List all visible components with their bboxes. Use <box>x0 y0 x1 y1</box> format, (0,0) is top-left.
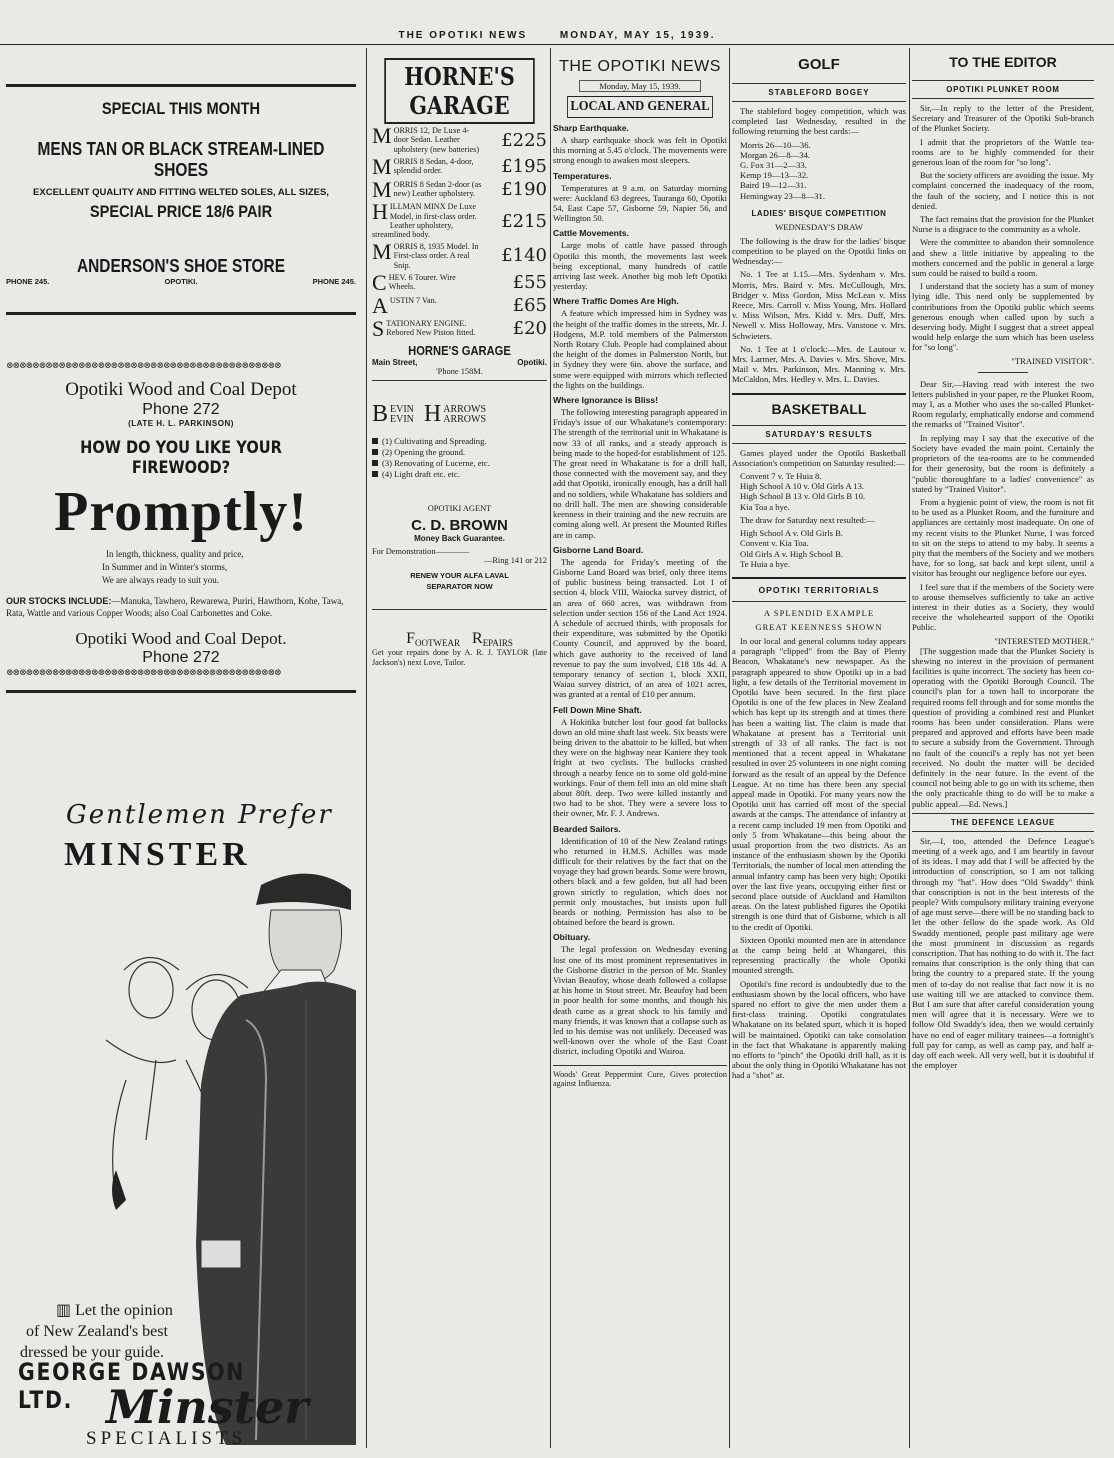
news-item-heading: Sharp Earthquake. <box>553 123 629 133</box>
feature-item: (3) Renovating of Lucerne, etc. <box>372 458 547 469</box>
car-description: MORRIS 8 Sedan, 4-door, splendid order. <box>372 153 474 179</box>
opinion-line: ▥ Let the opinion <box>56 1302 173 1319</box>
signature-1: "TRAINED VISITOR". <box>1011 355 1094 366</box>
news-item-heading: Obituary. <box>553 932 591 943</box>
wood-ad-how: HOW DO YOU LIKE YOUR FIREWOOD? <box>80 438 282 478</box>
list-item: Baird 19—12—31. <box>740 180 807 191</box>
editor-sub: OPOTIKI PLUNKET ROOM <box>946 85 1060 94</box>
shoe-ad-price: SPECIAL PRICE 18/6 PAIR <box>89 202 273 221</box>
car-listing <box>372 292 547 318</box>
news-item-heading: Fell Down Mine Shaft. <box>553 704 642 715</box>
golf-intro: The stableford bogey competition, which was completed last Wednesday, resulted in the following returning the best cards:— <box>732 106 906 137</box>
defence-heading: THE DEFENCE LEAGUE <box>950 817 1056 827</box>
wood-ad-stocks-label: OUR STOCKS INCLUDE: <box>6 596 112 606</box>
territorials-p1: In our local and general columns today appears a paragraph "clipped" from the Bay of Plenty Beacon, Whakatane's new newspaper. As the paragraph appeared to show Opotiki up in a bad light, a few details of the Territorial movement in Opotiki have been secured. In the first place Opotiki is one of the few places in New Zealand which has kept up its strength and at times there has been a waiting list. The claim is made that Whakatane at present has a Territorial unit strength of 33 of all ranks. The fact is not mentioned that a recent appeal in Whakatane resulted in over 25 volunteers in one night coming forward as the result of an appeal by the Defence League. At no time has there been any special appeal made in Opotiki. For many years now the Opotiki unit has carried off most of the special awards at the camps. The attendance of infantry at a recent camp included 19 men from Opotiki and only 5 from Whakatane—this being about the usual proportion from the two districts. As an instance of the enthusiasm shown by the Opotiki Territorials, the number of local men attending the annual infantry camp has been very high; Opotiki over the last five years, occupying either first or second place outside of Auckland and Hamilton areas. On the latest published figures the Opotiki strength is one third that of Gisborne, which is all to the credit of Opotiki. <box>732 635 906 932</box>
car-listing <box>372 153 547 179</box>
list-item: High School A 10 v. Old Girls A 13. <box>740 481 865 492</box>
car-listing <box>372 123 547 154</box>
news-column <box>553 48 727 1458</box>
news-item-text: A sharp earthquake shock was felt in Opotiki this morning at 5.45 o'clock. The movements were strong enough to awaken most sleepers. <box>553 135 727 166</box>
opinion-line: of New Zealand's best <box>26 1323 168 1340</box>
draw-text-1: The following is the draw for the ladies' bisque competition to be played on the Opotiki links on Wednesday:— <box>732 235 906 267</box>
letter-para: Dear Sir,—Having read with interest the two letters published in your paper, re the Plunket Room, may I, as a Mother who uses the so-called Plunket-Room regularly, emphatically endorse and commend the remarks of "Trained Visitor". <box>912 378 1094 430</box>
wood-ad-phone-2: Phone 272 <box>142 649 220 666</box>
horne-address <box>372 358 547 367</box>
minster-ad-gent: Gentlemen Prefer <box>66 800 333 830</box>
basketball-intro: Games played under the Opotiki Basketball Association's competition on Saturday resulted:— <box>732 447 906 468</box>
list-item: Kemp 19—13—32. <box>740 170 809 181</box>
editor-column <box>912 48 1094 1458</box>
territorials-p3: Opotiki's fine record is undoubtedly due to the enthusiasm shown by the local officers, who have spared no effort to give the men under them a first-class training. Opotiki congratulates Whakatane on its belated spurt, which it is hoped will be maintained. Opotiki can take consolation in the fact that Whakatane is apparently making no efforts to "pinch" the Opotiki drill hall, as it is about the only thing in Opotiki Whakatane has not had a "shot" at. <box>732 978 906 1081</box>
shoe-ad-shoes: SHOES <box>153 160 209 180</box>
bullet-square-icon <box>372 438 378 444</box>
list-item: Old Girls A v. High School B. <box>740 548 844 559</box>
list-item: Morris 26—10—36. <box>740 139 811 150</box>
basketball-draw <box>740 528 906 569</box>
bullet-square-icon <box>372 471 378 477</box>
minster-ad <box>6 760 356 1450</box>
shoe-ad-quality: EXCELLENT QUALITY AND FITTING WELTED SOLES, ALL SIZES, <box>33 187 329 198</box>
car-price: £140 <box>501 245 547 267</box>
car-listing <box>372 238 547 270</box>
feature-item: (1) Cultivating and Spreading. <box>372 436 547 447</box>
agent-label: OPOTIKI AGENT <box>427 504 492 514</box>
car-price: £195 <box>501 156 547 178</box>
territorials-h2: GREAT KEENNESS SHOWN <box>755 621 883 632</box>
minster-ad-opinion <box>20 1300 173 1363</box>
bevin-features <box>372 436 547 480</box>
peppermint-ad: Woods' Great Peppermint Cure, Gives protection against Influenza. <box>553 1069 727 1089</box>
masthead <box>0 30 1114 45</box>
list-item: High School B 13 v. Old Girls B 10. <box>740 491 866 502</box>
basketball-next: The draw for Saturday next resulted:— <box>740 514 875 525</box>
wood-ad-stocks-text: —Manuka, Tawhero, Rewarewa, Puriri, Hawthorn, Kohe, Tawa, Rata, Wattle and various Copper Woods; also Coal Carbonettes and Coke. <box>6 596 344 618</box>
shoe-ad-special: SPECIAL THIS MONTH <box>101 99 261 118</box>
minster-ad-script-logo: Minster <box>106 1380 309 1434</box>
letter-para: I admit that the proprietors of the Wattle tea-rooms are to be highly commended for their generous loan of the room for "so long". <box>912 136 1094 168</box>
car-listing <box>372 269 547 295</box>
wood-ad-late: (LATE H. L. PARKINSON) <box>128 419 234 428</box>
building-icon: ▥ <box>56 1302 76 1319</box>
letter-para: But the society officers are avoiding the issue. My complaint concerned the inadequacy of the room, the fault of the society, and I notice this is not denied. <box>912 170 1094 211</box>
wood-ad-verse-line: In length, thickness, quality and price, <box>106 549 244 559</box>
editor-title: TO THE EDITOR <box>949 54 1057 70</box>
masthead-date: MONDAY, MAY 15, 1939. <box>559 30 716 41</box>
bullet-square-icon <box>372 460 378 466</box>
car-listing <box>372 176 547 202</box>
wood-ad-stocks <box>6 595 356 619</box>
car-list <box>372 123 547 341</box>
basketball-title: BASKETBALL <box>771 400 867 417</box>
car-price: £215 <box>501 210 547 232</box>
news-item-text: The legal profession on Wednesday evening lost one of its most prominent representatives in the Gisborne district in the person of Mr. Stanley Vivian Beaufoy, whose death followed a collapse at his home in Stout street. Mr. Beaufoy had been in poor health for some months, and though his death came as a great shock to his family and many friends, it was known that a collapse such as led to his demise was not unlikely. Deceased was well-known over the whole of the East Coast district, including Opotiki and Wairoa. <box>553 944 727 1057</box>
agent-name: C. D. BROWN <box>411 517 508 535</box>
news-item-text: A feature which impressed him in Sydney was the height of the traffic domes in the streets, Mr. J. Hodgens, M.P. told members of the Palmerston North Rotary Club. People had complained about the height of the domes in Palmerston North, but in Sydney they were 6in. above the surface, and some were equipped with mirrors which reflected the lights on the buildings. <box>553 308 727 390</box>
news-date: Monday, May 15, 1939. <box>579 80 701 92</box>
draw-text-2: No. 1 Tee at 1.15.—Mrs. Sydenham v. Mrs. Morris, Mrs. Baird v. Mrs. McCullough, Mrs. Bridger v. Miss Gordon, Miss McLean v. Miss Reece, Mrs. Carroll v. Miss Young, Mrs. Hollard v. Miss Wilson, Mrs. Kidd v. Mrs. Duff, Mrs. Newell v. Miss Holloway, Mrs. Vanstone v. Mrs. Schwieters. <box>732 269 906 341</box>
list-item: High School A v. Old Girls B. <box>740 528 844 539</box>
draw-text-3: No. 1 Tee at 1 o'clock:—Mrs. de Lautour v. Mrs. Larmer, Mrs. A. Davies v. Mrs. Shove, Mrs. Mail v. Mrs. Parkinson, Mrs. Manning v. Mrs. McCaldon, Mrs. Hedley v. Mrs. L. Davies. <box>732 343 906 385</box>
letter-para: The fact remains that the provision for the Plunket Nurse is a disgrace to the community as a whole. <box>912 214 1094 235</box>
renew: RENEW YOUR ALFA LAVAL <box>410 571 509 581</box>
golf-scores <box>740 140 906 201</box>
news-item-heading: Bearded Sailors. <box>553 823 621 834</box>
wood-ad-verse-line: In Summer and in Winter's storms, <box>102 562 228 572</box>
guarantee: Money Back Guarantee. <box>414 534 505 544</box>
wood-coal-ad <box>6 316 356 697</box>
minster-ad-company: GEORGE DAWSON LTD. <box>18 1358 246 1414</box>
wood-ad-phone: Phone 272 <box>142 401 220 418</box>
news-items <box>553 123 727 1057</box>
horne-title: HORNE'S GARAGE <box>384 58 535 124</box>
territorials-p2: Sixteen Opotiki mounted men are in attendance at the camp being held at Whangarei, this representing practically the whole Opotiki mounted strength. <box>732 934 906 976</box>
ring: —Ring 141 or 212 <box>483 556 547 566</box>
letter-para: I understand that the society has a sum of money lying idle. This need only be supplemented by contributions from the Opotiki public which seems generous enough when called upon by such a deserving body. Might I suggest that a street appeal would help enlarge the sum which has been useless for "so long". <box>912 281 1094 353</box>
news-title: THE OPOTIKI NEWS <box>559 58 721 75</box>
wood-ad-promptly: Promptly! <box>54 481 308 543</box>
list-item: Convent v. Kia Toa. <box>740 538 809 549</box>
letter-para: Sir,—I, too, attended the Defence League's meeting of a week ago, and I am heartily in favour of its ideas. I may add that I will be affected by the introduction of conscription, so I am not talking through my "hat". How does "Old Swaddy" think that conscription is not in the best interests of the people? With compulsory military training everyone of age must serve—there will be no standing back to let the other fellow do the spade work. As Old Swaddy mentioned, people past military age were the most prominent in discussion as regards conscription. That has nothing to do with it. The fact remains that conscription is the only thing that can bring the country to a prepared state. If the young men of to-day do not realise that fact now it is no use waiting till we are attacked to convince them. But I am sure that after careful consideration young men will agree that it is necessary. Were we to follow Old Swaddy's idea, then we would certainly have no end of eager military trainees—a fortnight's full pay for camp, as well as camp pay, and half a-day off each week. All very well, but it is doubtful if the employer <box>912 835 1094 1071</box>
footwear-text: Get your repairs done by A. R. J. TAYLOR (late Jackson's) next Love, Tailor. <box>372 648 547 667</box>
local-general-heading: LOCAL AND GENERAL <box>567 96 713 118</box>
car-listing <box>372 315 547 341</box>
car-description: MORRIS 12, De Luxe 4-door Sedan. Leather upholstery (new batteries) <box>372 123 480 154</box>
basketball-results <box>740 471 906 512</box>
ornament-border: ⊗⊗⊗⊗⊗⊗⊗⊗⊗⊗⊗⊗⊗⊗⊗⊗⊗⊗⊗⊗⊗⊗⊗⊗⊗⊗⊗⊗⊗⊗⊗⊗⊗⊗⊗⊗⊗⊗⊗⊗⊗⊗ <box>6 360 281 370</box>
list-item: Hemingway 23—8—31. <box>740 190 825 201</box>
glove-icon <box>112 1170 126 1210</box>
news-item-text: The agenda for Friday's meeting of the Gisborne Land Board was brief, only three items of public business being transacted. Lot 1 of section 4, block VIII, Waiocka survey district, of an area of 660 acres, was withdrawn from selection under section 156 of the Land Act 1924. A schedule of accrued thirds, with proposals for their expenditure, was submitted by the Opotiki County Council, and approved by the board, which gave authority to the received of land revenue to pay the sum involved, £18 18s 4d. A temporary tenancy of section 1, block XXII, Waiau survey district, of an area of 1021 acres, was granted at a rental of £10 per annum. <box>553 556 727 700</box>
editor-note: [The suggestion made that the Plunket Society is shewing no interest in the provision of permanent facilities is quite incorrect. The society has been co-operating with the Opotiki Borough Council. The council's plan for a town hall to incorporate the required rooms fell through and for some months the question of providing a combined rest and Plunket rooms has been under consideration. Plans were prepared and approved and efforts have been made to secure a subsidy from the Government. Through no fault of the council's a reply has not yet been received. No doubt the matter will be decided definitely in the near future. In the event of the council not being able to go on with its scheme, then the only practicable thing to do will be to make a public appeal.—Ed. News.] <box>912 645 1094 809</box>
golf-title: GOLF <box>798 56 840 73</box>
car-description: MORRIS 8, 1935 Model. In First-class order. A real Snip. <box>372 238 479 270</box>
ornament-border: ⊗⊗⊗⊗⊗⊗⊗⊗⊗⊗⊗⊗⊗⊗⊗⊗⊗⊗⊗⊗⊗⊗⊗⊗⊗⊗⊗⊗⊗⊗⊗⊗⊗⊗⊗⊗⊗⊗⊗⊗⊗⊗ <box>6 667 281 677</box>
list-item: Convent 7 v. Te Huia 8. <box>740 471 822 482</box>
list-item: G. Fox 31—2—33. <box>740 160 807 171</box>
draw-heading: WEDNESDAY'S DRAW <box>775 221 863 232</box>
car-price: £190 <box>501 179 547 201</box>
car-listing <box>372 199 547 240</box>
news-item-text: Large mobs of cattle have passed through Opotiki this month, the movements last week being exceptional, many hundreds of cattle arriving last week. Another big mob left Opotiki yesterday. <box>553 240 727 292</box>
car-description: HILLMAN MINX De Luxe Model, in first-class order. Leather upholstery, streamlined body. <box>372 199 477 240</box>
list-item: Morgan 26—8—34. <box>740 149 811 160</box>
news-item-text: Identification of 10 of the New Zealand ratings who returned in H.M.S. Achilles was made difficult for their relatives by the fact that on the voyage they had grown beards. Some were brown, others black and a few golden, but all had been grown strictly to regulation, which does not permit only moustaches, but insists upon full beards or nothing. Permission has also to be obtained before the beard is grown. <box>553 835 727 928</box>
column-rule <box>729 48 730 1448</box>
footwear-repairs-title: F OOTWEAR R EPAIRS <box>406 630 513 649</box>
news-item-text: A Hokitika butcher lost four good fat bullocks down an old mine shaft last week. Six beasts were being driven to the abattoir to be killed, but when they were on the highway near Kaniere they took fright at two cyclists. The bullocks crashed through a nearby fence on to some old gold-mine workings. Four of them fell into an old mine shaft about 80ft. deep. Two were killed instantly and two had to be shot. They were a severe loss to their owner, Mr. F. J. Andrews. <box>553 716 727 819</box>
minster-ad-specialists: SPECIALISTS <box>86 1428 247 1449</box>
shoe-ad-mens: MENS TAN OR BLACK STREAM-LINED <box>37 139 325 159</box>
wood-ad-name-2: Opotiki Wood and Coal Depot. <box>75 629 287 648</box>
news-item-heading: Where Ignorance is Bliss! <box>553 395 659 406</box>
opinion-line: dressed be your guide. <box>20 1344 164 1361</box>
shoe-ad-store: ANDERSON'S SHOE STORE <box>76 256 286 276</box>
basketball-sub: SATURDAY'S RESULTS <box>765 429 873 439</box>
signature-2: "INTERESTED MOTHER." <box>994 635 1094 646</box>
territorials-title: OPOTIKI TERRITORIALS <box>758 584 880 595</box>
ladies-heading: LADIES' BISQUE COMPETITION <box>751 208 887 218</box>
wood-ad-verse <box>102 548 356 587</box>
golf-sub: STABLEFORD BOGEY <box>768 88 870 97</box>
letter-para: Were the committee to abandon their somnolence and shew a little initiative by appealing to the mothers concerned and the public in general a large sum could be raised to build a room. <box>912 237 1094 279</box>
column-rule <box>366 48 367 1448</box>
news-item-heading: Where Traffic Domes Are High. <box>553 296 679 307</box>
demo: For Demonstration———— <box>372 547 470 557</box>
car-price: £225 <box>501 129 547 151</box>
car-price: £20 <box>512 318 547 340</box>
wood-ad-verse-line: We are always ready to suit you. <box>102 575 219 585</box>
letter-para: From a hygienic point of view, the room is not fit to be used as a Plunket Room, and the furniture and appliances are certainly most inadequate. On one of my recent visits to the Plunket Nurse, I was forced to sit on the steps to attend to my baby. It seems a pity that the members of the Society and we mothers have, for so long, sat back and kept silent, until a visitor has brought our negligence before our eyes. <box>912 496 1094 579</box>
news-item-text: Temperatures at 9 a.m. on Saturday morning were: Auckland 63 degrees, Tauranga 60, Opotiki 54, East Cape 57, Gisborne 59, Napier 56, and Wellington 50. <box>553 182 727 224</box>
car-description: STATIONARY ENGINE. Rebored New Piston fitted. <box>372 315 476 341</box>
list-item: Kia Toa a bye. <box>740 501 790 512</box>
news-item-text: The following interesting paragraph appeared in Friday's issue of our Whakatane's contemporary: The strength of the territorial unit in Whakatane is now 33 of all ranks, and a steady approach is being made to the hoped-for establishment of 125. The great need in Whakatane is for a drill hall, those connected with the movement say, and they add that Opotiki, ironically enough, has a drill hall and no soldiers, while Whakatane has soldiers and no drill hall. The men are showing considerable keenness in their training and the new recruits are coming along well. At present the Mounted Rifles are in camp. <box>553 407 727 540</box>
list-item: Te Huia a bye. <box>740 558 790 569</box>
car-description: AUSTIN 7 Van. <box>372 292 437 318</box>
car-price: £65 <box>512 295 547 317</box>
news-item-heading: Temperatures. <box>553 170 612 181</box>
bullet-square-icon <box>372 449 378 455</box>
horne-town: Opotiki. <box>517 358 547 368</box>
horne-phone: 'Phone 158M. <box>436 367 483 377</box>
car-description: CHEV. 6 Tourer. Wire Wheels. <box>372 269 456 295</box>
shoe-ad-phones <box>6 277 356 286</box>
car-description: MORRIS 8 Sedan 2-door (as new) Leather upholstery. <box>372 176 482 202</box>
masthead-paper: THE OPOTIKI NEWS <box>398 30 528 41</box>
shoe-ad-phone-right: PHONE 245. <box>312 277 356 286</box>
column-rule <box>909 48 910 1448</box>
shoe-ad-town: OPOTIKI. <box>164 277 198 286</box>
horne-garage-column <box>372 48 547 788</box>
letter-para: I feel sure that if the members of the Society were to arouse themselves sufficiently to take an active interest in their duties as a Society, they would receive the wholehearted support of the Opotiki Public. <box>912 581 1094 633</box>
shoe-store-ad <box>6 44 356 319</box>
sports-column <box>732 48 906 1458</box>
news-item-heading: Cattle Movements. <box>553 228 629 239</box>
feature-item: (4) Light draft etc. etc. <box>372 469 547 480</box>
territorials-h1: A SPLENDID EXAMPLE <box>763 607 875 618</box>
horne-footer: HORNE'S GARAGE <box>408 343 511 359</box>
bevin-harrows-ad: B EVIN EVIN H ARROWS ARROWS <box>372 401 487 428</box>
column-rule <box>550 48 551 1448</box>
feature-item: (2) Opening the ground. <box>372 447 547 458</box>
news-item-heading: Gisborne Land Board. <box>553 544 644 555</box>
letter-para: Sir,—In reply to the letter of the President, Secretary and Treasurer of the Opotiki Sub-branch of the Plunket Society. <box>912 103 1094 134</box>
minster-ad-brand: MINSTER <box>64 836 251 873</box>
wood-ad-name: Opotiki Wood and Coal Depot <box>65 379 297 400</box>
shoe-ad-phone-left: PHONE 245. <box>6 277 50 286</box>
car-price: £55 <box>512 272 547 294</box>
separator: SEPARATOR NOW <box>426 582 493 592</box>
letter-para: In replying may I say that the executive of the Society have evaded the main point. Certainly the proprietors of the tea-rooms are to be commended for their generosity, but the room is definitely a "public thoroughfare to a ladies' convenience" as stated by "Trained Visitor". <box>912 432 1094 494</box>
horne-street: Main Street, <box>372 358 418 368</box>
